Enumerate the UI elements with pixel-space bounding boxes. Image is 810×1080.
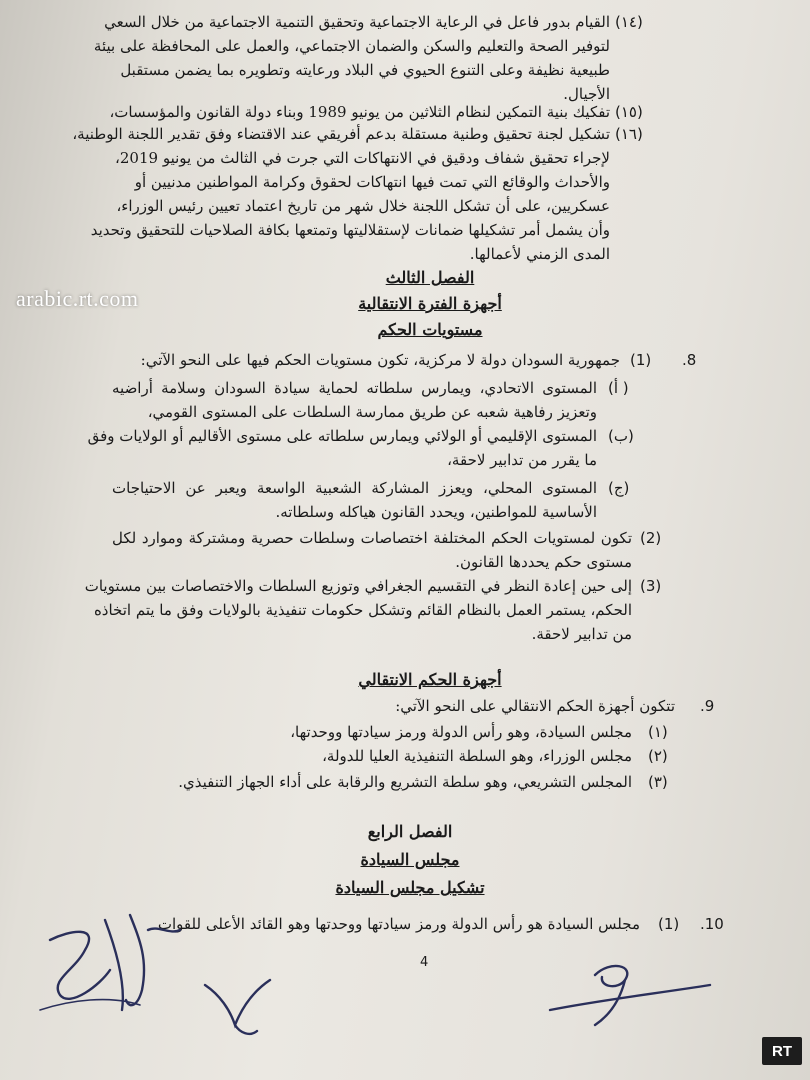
article-8-clause-3-line-1: إلى حين إعادة النظر في التقسيم الجغرافي وتوزيع السلطات والاختصاصات بين مستويات	[84, 577, 632, 595]
article-8-b-number: (ب)	[608, 427, 634, 445]
article-8-b-line-2: ما يقرر من تدابير لاحقة،	[447, 451, 597, 469]
watermark: arabic.rt.com	[16, 286, 139, 311]
article-9-intro: تتكون أجهزة الحكم الانتقالي على النحو الآتي:	[395, 697, 675, 715]
article-9-item-3-text: المجلس التشريعي، وهو سلطة التشريع والرقابة على أداء الجهاز التنفيذي.	[178, 773, 632, 791]
page-number: 4	[420, 955, 429, 970]
item-14-line-1: القيام بدور فاعل في الرعاية الاجتماعية وتحقيق التنمية الاجتماعية من خلال السعي	[104, 13, 610, 31]
article-9-item-2-number: (٢)	[648, 747, 668, 765]
chapter-3-title: الفصل الثالث	[385, 268, 475, 287]
article-8-clause-1-text: جمهورية السودان دولة لا مركزية، تكون مستويات الحكم فيها على النحو الآتي:	[140, 351, 620, 369]
article-9-item-1-text: مجلس السيادة، وهو رأس الدولة ورمز سيادتها ووحدتها،	[290, 723, 632, 741]
article-10-clause-1-number: (1)	[658, 915, 680, 933]
article-8-b-line-1: المستوى الإقليمي أو الولائي ويمارس سلطاته على مستوى الأقاليم أو الولايات وفق	[87, 427, 597, 445]
article-9-item-1-number: (١)	[648, 723, 668, 741]
chapter-4-subtitle: مجلس السيادة	[360, 850, 460, 869]
item-16-line-4: عسكريين، على أن تشكل اللجنة خلال شهر من تاريخ اعتماد تعيين رئيس الوزراء،	[116, 197, 610, 215]
item-14-number: (١٤)	[615, 13, 643, 31]
item-14-line-4: الأجيال.	[563, 85, 610, 103]
article-8-clause-3-line-2: الحكم، يستمر العمل بالنظام القائم وتشكل حكومات تنفيذية بالولايات وفق ما يتم اتخاذه	[93, 601, 632, 619]
chapter-4-section: تشكيل مجلس السيادة	[335, 878, 485, 897]
article-8-clause-3-number: (3)	[640, 577, 662, 595]
article-10-clause-1-text: مجلس السيادة هو رأس الدولة ورمز سيادتها ووحدتها وهو القائد الأعلى للقوات	[157, 915, 640, 933]
item-16-line-1: تشكيل لجنة تحقيق وطنية مستقلة بدعم أفريقي عند الاقتضاء وفق تقدير اللجنة الوطنية،	[72, 125, 610, 143]
signature-3-icon	[540, 945, 720, 1035]
item-14-line-2: لتوفير الصحة والتعليم والسكن والضمان الاجتماعي، والعمل على المحافظة على بيئة	[93, 37, 610, 55]
article-8-number: .8	[682, 351, 697, 369]
article-8-clause-2-line-1: تكون لمستويات الحكم المختلفة اختصاصات وسلطات حصرية ومشتركة وموارد لكل	[112, 529, 632, 547]
article-8-a-line-2: وتعزيز رفاهية شعبه عن طريق ممارسة السلطات على المستوى القومي،	[147, 403, 597, 421]
section-transitional-heading: أجهزة الحكم الانتقالي	[358, 670, 502, 689]
chapter-3-section: مستويات الحكم	[377, 320, 483, 339]
article-8-clause-3-line-3: من تدابير لاحقة.	[531, 625, 632, 643]
article-10-number: .10	[700, 915, 724, 933]
item-16-line-6: المدى الزمني لأعمالها.	[469, 245, 610, 263]
item-16-number: (١٦)	[615, 125, 643, 143]
article-8-clause-2-number: (2)	[640, 529, 662, 547]
article-8-clause-2-line-2: مستوى حكم يحددها القانون.	[455, 553, 632, 571]
article-8-clause-1-number: (1)	[630, 351, 652, 369]
item-16-line-5: وأن يشمل أمر تشكيلها ضمانات لإستقلاليتها وتمتعها بكافة الصلاحيات للتحقيق وتحديد	[90, 221, 610, 239]
article-8-c-number: (ج)	[608, 479, 630, 497]
signature-2-icon	[195, 955, 315, 1045]
article-9-item-2-text: مجلس الوزراء، وهو السلطة التنفيذية العليا للدولة،	[322, 747, 632, 765]
article-9-item-3-number: (٣)	[648, 773, 668, 791]
rt-logo: RT	[762, 1037, 802, 1065]
article-9-number: .9	[700, 697, 715, 715]
item-14-line-3: طبيعية نظيفة وعلى التنوع الحيوي في البلاد ورعايته وتطويره بما يضمن مستقبل	[120, 61, 610, 79]
item-15-number: (١٥)	[615, 103, 643, 121]
chapter-4-title: الفصل الرابع	[367, 822, 453, 841]
article-8-a-number: (أ )	[608, 379, 629, 397]
article-8-a-line-1: المستوى الاتحادي، ويمارس سلطاته لحماية سيادة السودان وسلامة أراضيه	[112, 379, 597, 397]
item-16-line-2: لإجراء تحقيق شفاف ودقيق في الانتهاكات التي جرت في الثالث من يونيو 2019،	[115, 149, 610, 167]
article-8-c-line-2: الأساسية للمواطنين، ويحدد القانون هياكله وسلطاته.	[275, 503, 597, 521]
item-16-line-3: والأحداث والوقائع التي تمت فيها انتهاكات لحقوق وكرامة المواطنين مدنيين أو	[134, 173, 610, 191]
chapter-3-subtitle: أجهزة الفترة الانتقالية	[358, 294, 502, 313]
signature-1-icon	[30, 900, 190, 1030]
item-15-line-1: تفكيك بنية التمكين لنظام الثلاثين من يونيو 1989 وبناء دولة القانون والمؤسسات،	[109, 103, 610, 121]
article-8-c-line-1: المستوى المحلي، ويعزز المشاركة الشعبية الواسعة ويعبر عن الاحتياجات	[112, 479, 597, 497]
